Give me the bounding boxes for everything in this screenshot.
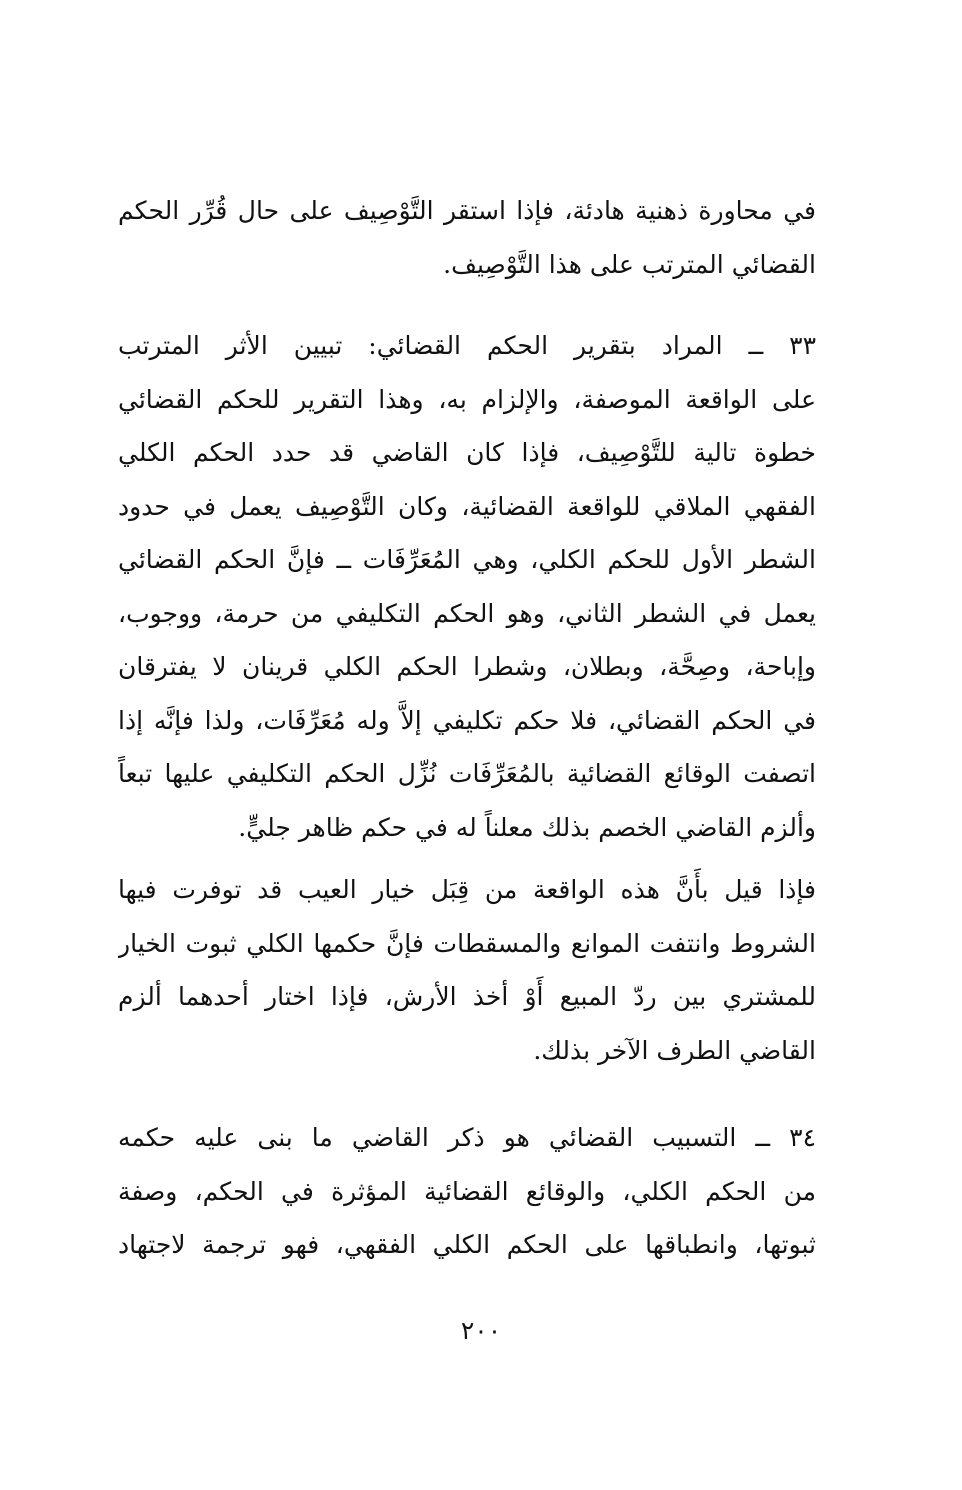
text-line: ٣٤ ــ التسبيب القضائي هو ذكر القاضي ما بنى عليه حكمه <box>118 1123 816 1152</box>
text-line: في الحكم القضائي، فلا حكم تكليفي إلاَّ وله مُعَرِّفَات، ولذا فإنَّه إذا <box>118 705 816 735</box>
paragraph-34 <box>118 1111 816 1272</box>
text-line: وإباحة، وصِحَّة، وبطلان، وشطرا الحكم الكلي قرينان لا يفترقان <box>118 652 816 681</box>
text-line: يعمل في الشطر الثاني، وهو الحكم التكليفي من حرمة، ووجوب، <box>118 598 816 628</box>
text-line: الشروط وانتفت الموانع والمسقطات فإنَّ حكمها الكلي ثبوت الخيار <box>118 928 816 958</box>
text-line: القاضي الطرف الآخر بذلك. <box>533 1035 816 1065</box>
text-line: اتصفت الوقائع القضائية بالمُعَرِّفَات نُزِّل الحكم التكليفي عليها تبعاً <box>118 759 816 788</box>
paragraph-example <box>118 863 816 1077</box>
text-line: الفقهي الملاقي للواقعة القضائية، وكان التَّوْصِيف يعمل في حدود <box>118 491 816 521</box>
paragraph-33 <box>118 319 816 854</box>
text-line: على الواقعة الموصفة، والإلزام به، وهذا التقرير للحكم القضائي <box>118 384 816 414</box>
text-line: في محاورة ذهنية هادئة، فإذا استقر التَّوْصِيف على حال قُرِّر الحكم <box>118 196 816 225</box>
text-line: ثبوتها، وانطباقها على الحكم الكلي الفقهي، فهو ترجمة لاجتهاد <box>118 1230 816 1259</box>
text-line: القضائي المترتب على هذا التَّوْصِيف. <box>443 249 816 279</box>
text-line: ٣٣ ــ المراد بتقرير الحكم القضائي: تبيين الأثر المترتب <box>118 331 816 360</box>
text-line: الشطر الأول للحكم الكلي، وهي المُعَرِّفَات ــ فإنَّ الحكم القضائي <box>118 545 816 574</box>
page-number: ٢٠٠ <box>460 1316 502 1345</box>
text-line: خطوة تالية للتَّوْصِيف، فإذا كان القاضي قد حدد الحكم الكلي <box>118 438 816 467</box>
text-line: للمشتري بين ردّ المبيع أَوْ أخذ الأرش، فإذا اختار أحدهما ألزم <box>118 982 816 1011</box>
text-line: وألزم القاضي الخصم بذلك معلناً له في حكم ظاهر جليٍّ. <box>238 812 816 842</box>
text-line: من الحكم الكلي، والوقائع القضائية المؤثرة في الحكم، وصفة <box>118 1176 816 1206</box>
paragraph-continuation <box>118 184 816 291</box>
text-line: فإذا قيل بأَنَّ هذه الواقعة من قِبَل خيار العيب قد توفرت فيها <box>118 875 816 904</box>
